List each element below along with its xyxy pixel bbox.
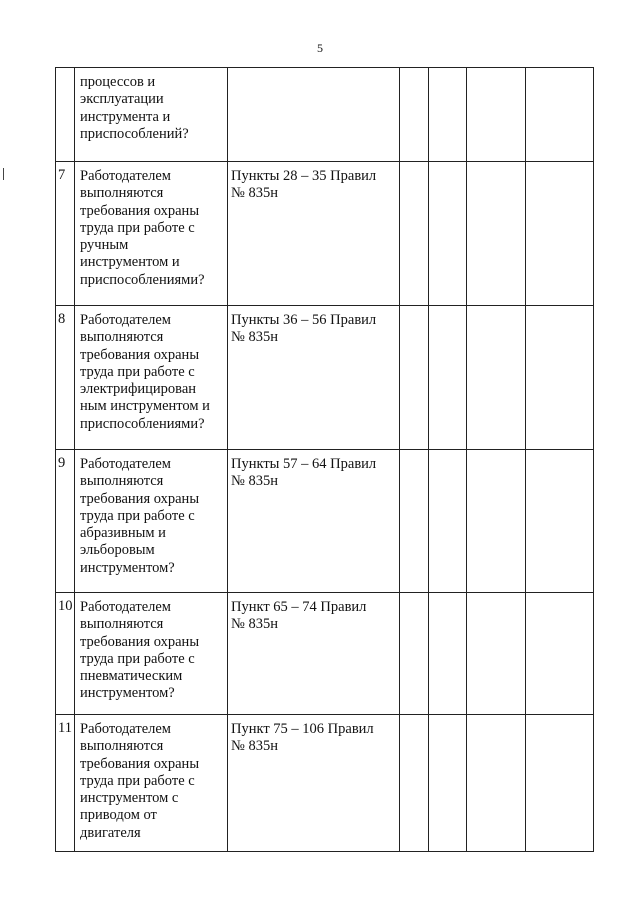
question-line: Работодателем [80,456,171,472]
question-cell [75,68,228,162]
answer-yes-cell[interactable] [400,306,429,450]
margin-mark [3,168,4,180]
question-line: инструмента и [80,108,171,125]
answer-no-cell[interactable] [429,162,467,306]
note-cell[interactable] [526,593,594,715]
page-number: 5 [317,41,323,55]
question-line: ным инструментом и [80,398,210,415]
question-line: эльборовым [80,542,155,559]
question-line: Работодателем [80,168,171,184]
reference-line: № 835н [231,616,278,633]
checklist-table [55,67,594,852]
answer-no-cell[interactable] [429,68,467,162]
question-cell [75,593,228,715]
question-cell [75,450,228,593]
row-number-cell [56,593,75,715]
table-row [56,162,594,306]
question-line: пневматическим [80,668,183,685]
answer-yes-cell[interactable] [400,715,429,852]
answer-na-cell[interactable] [467,306,526,450]
row-number-cell [56,715,75,852]
question-line: труда при работе с [80,219,195,236]
answer-yes-cell[interactable] [400,68,429,162]
question-line: двигателя [80,824,141,841]
question-line: труда при работе с [80,507,195,524]
answer-yes-cell[interactable] [400,593,429,715]
reference-cell [228,162,400,306]
question-line: электрифицирован [80,381,197,398]
question-line: абразивным и [80,525,166,542]
table-row [56,68,594,162]
answer-yes-cell[interactable] [400,450,429,593]
question-line: инструментом? [80,559,175,576]
reference-line: Пункты 36 – 56 Правил [231,312,377,328]
table-row [56,593,594,715]
question-line: инструментом? [80,685,175,702]
answer-no-cell[interactable] [429,715,467,852]
table-row [56,450,594,593]
reference-line: Пункт 65 – 74 Правил [231,599,367,615]
reference-line: № 835н [231,473,278,490]
row-number: 10 [58,598,73,614]
question-cell [75,306,228,450]
answer-no-cell[interactable] [429,450,467,593]
row-number: 8 [58,311,66,327]
question-line: инструментом и [80,254,180,271]
reference-line: № 835н [231,185,278,202]
answer-na-cell[interactable] [467,593,526,715]
reference-cell [228,715,400,852]
question-cell [75,162,228,306]
question-line: труда при работе с [80,363,195,380]
question-line: приспособлений? [80,125,189,142]
question-cell [75,715,228,852]
question-line: эксплуатации [80,91,164,108]
reference-line: Пункт 75 – 106 Правил [231,721,374,737]
question-line: требования охраны [80,490,200,507]
answer-na-cell[interactable] [467,450,526,593]
answer-na-cell[interactable] [467,162,526,306]
note-cell[interactable] [526,162,594,306]
question-line: выполняются [80,329,164,346]
note-cell[interactable] [526,68,594,162]
row-number-cell [56,306,75,450]
answer-na-cell[interactable] [467,715,526,852]
row-number-cell [56,162,75,306]
answer-yes-cell[interactable] [400,162,429,306]
row-number-cell [56,68,75,162]
question-line: инструментом с [80,790,179,807]
row-number: 11 [58,720,72,736]
question-line: Работодателем [80,721,171,737]
question-line: выполняются [80,473,164,490]
question-line: выполняются [80,185,164,202]
table-row [56,715,594,852]
question-line: Работодателем [80,312,171,328]
question-line: приспособлениями? [80,271,205,288]
question-line: требования охраны [80,633,200,650]
note-cell[interactable] [526,450,594,593]
reference-cell [228,306,400,450]
reference-cell [228,68,400,162]
question-line: процессов и [80,74,156,90]
reference-line: № 835н [231,329,278,346]
question-line: приводом от [80,807,157,824]
question-line: требования охраны [80,202,200,219]
question-line: требования охраны [80,346,200,363]
answer-na-cell[interactable] [467,68,526,162]
reference-line: Пункты 57 – 64 Правил [231,456,377,472]
row-number: 9 [58,455,66,471]
question-line: ручным [80,237,129,254]
row-number-cell [56,450,75,593]
answer-no-cell[interactable] [429,593,467,715]
reference-line: Пункты 28 – 35 Правил [231,168,377,184]
question-line: выполняются [80,738,164,755]
question-line: труда при работе с [80,650,195,667]
note-cell[interactable] [526,715,594,852]
question-line: выполняются [80,616,164,633]
question-line: Работодателем [80,599,171,615]
question-line: приспособлениями? [80,415,205,432]
reference-line: № 835н [231,738,278,755]
reference-cell [228,450,400,593]
reference-cell [228,593,400,715]
row-number: 7 [58,167,66,183]
table-row [56,306,594,450]
note-cell[interactable] [526,306,594,450]
question-line: требования охраны [80,755,200,772]
answer-no-cell[interactable] [429,306,467,450]
question-line: труда при работе с [80,772,195,789]
